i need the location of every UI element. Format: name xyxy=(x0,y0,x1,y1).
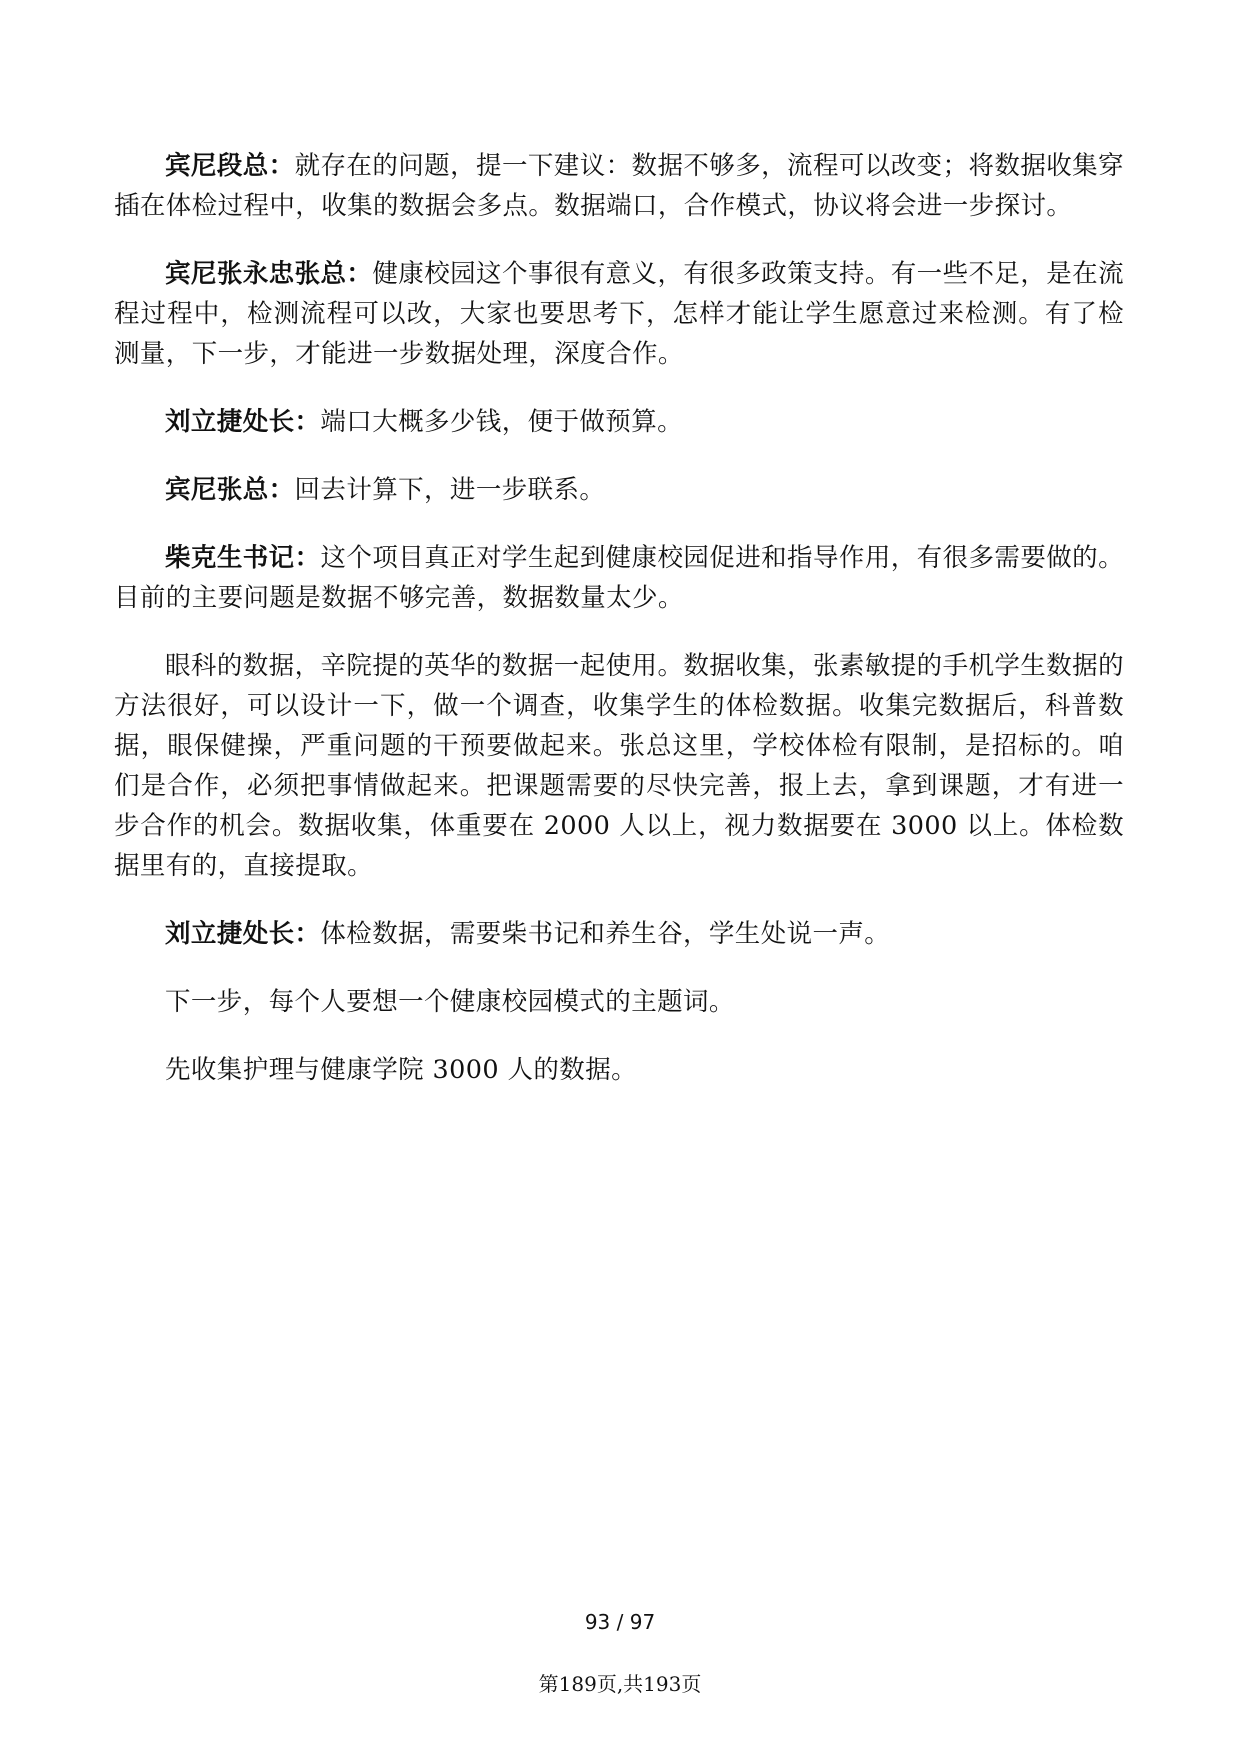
speaker-label: 刘立捷处长： xyxy=(165,919,321,949)
paragraph-8 xyxy=(114,982,1124,1022)
paragraph-text: 先收集护理与健康学院 3000 人的数据。 xyxy=(165,1055,638,1085)
speaker-label: 刘立捷处长： xyxy=(165,407,321,437)
page-number: 93 / 97 xyxy=(584,1610,656,1634)
paragraph-text: 下一步，每个人要想一个健康校园模式的主题词。 xyxy=(165,987,735,1017)
paragraph-text: 端口大概多少钱，便于做预算。 xyxy=(320,407,684,437)
speaker-label: 宾尼段总： xyxy=(165,151,295,181)
paragraph-text: 眼科的数据，辛院提的英华的数据一起使用。数据收集，张素敏提的手机学生数据的方法很好，可以设计一下，做一个调查，收集学生的体检数据。收集完数据后，科普数据，眼保健操，严重问题的干预要做起来。张总这里，学校体检有限制，是招标的。咱们是合作，必须把事情做起来。把课题需要的尽快完善，报上去，拿到课题，才有进一步合作的机会。数据收集，体重要在 2000 人以上，视力数据要在 3000 以上。体检数据里有的，直接提取。 xyxy=(114,651,1124,881)
speaker-label: 柴克生书记： xyxy=(165,543,321,573)
page-footer: 第189页,共193页 xyxy=(538,1672,702,1696)
paragraph-1 xyxy=(114,146,1124,226)
paragraph-6 xyxy=(114,646,1124,886)
paragraph-text: 就存在的问题，提一下建议：数据不够多，流程可以改变；将数据收集穿插在体检过程中，收集的数据会多点。数据端口，合作模式，协议将会进一步探讨。 xyxy=(114,151,1124,221)
paragraph-2 xyxy=(114,254,1124,374)
paragraph-4 xyxy=(114,470,1124,510)
paragraph-5 xyxy=(114,538,1124,618)
paragraph-text: 体检数据，需要柴书记和养生谷，学生处说一声。 xyxy=(320,919,891,949)
paragraph-text: 健康校园这个事很有意义，有很多政策支持。有一些不足，是在流程过程中，检测流程可以改，大家也要思考下，怎样才能让学生愿意过来检测。有了检测量，下一步，才能进一步数据处理，深度合作。 xyxy=(114,259,1124,369)
paragraph-text: 这个项目真正对学生起到健康校园促进和指导作用，有很多需要做的。目前的主要问题是数据不够完善，数据数量太少。 xyxy=(114,543,1124,613)
document-body xyxy=(114,146,1124,1118)
speaker-label: 宾尼张总： xyxy=(165,475,295,505)
paragraph-text: 回去计算下，进一步联系。 xyxy=(294,475,606,505)
paragraph-9 xyxy=(114,1050,1124,1090)
speaker-label: 宾尼张永忠张总： xyxy=(165,259,373,289)
paragraph-3 xyxy=(114,402,1124,442)
paragraph-7 xyxy=(114,914,1124,954)
